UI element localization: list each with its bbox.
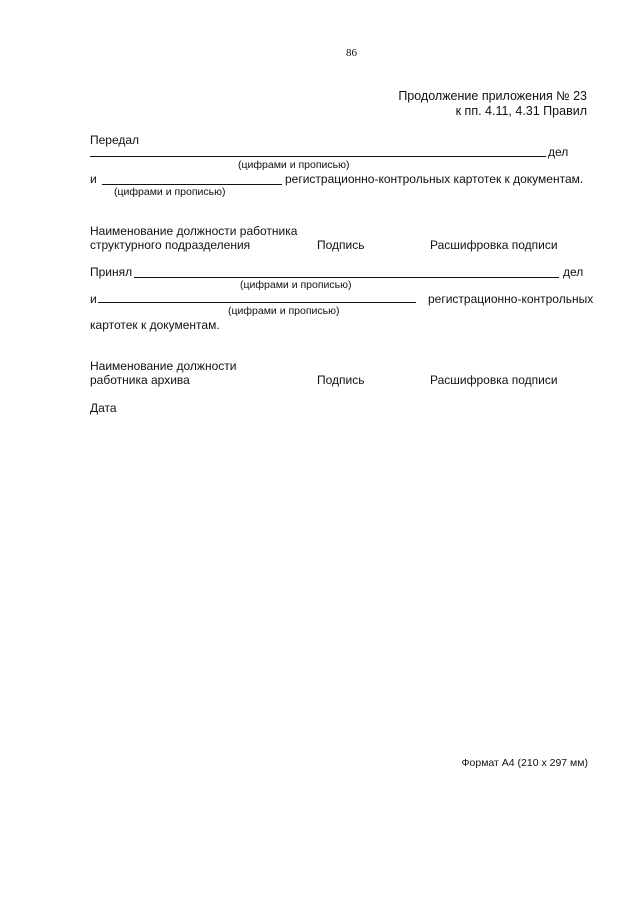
transferred-count-line[interactable] [90,156,546,157]
received-registry-continuation: картотек к документам. [90,318,220,332]
appendix-continuation-title: Продолжение приложения № 23 [398,89,587,103]
paper-format-note: Формат А4 (210 х 297 мм) [461,757,588,769]
received-cards-line[interactable] [98,302,416,303]
received-label: Принял [90,265,133,279]
appendix-rules-reference: к пп. 4.11, 4.31 Правил [455,104,587,118]
received-registry-text: регистрационно-контрольных [428,292,594,306]
received-and-label: и [90,292,97,306]
transferred-dela-label: дел [548,145,569,159]
archive-position-line1: Наименование должности [90,359,237,373]
transferred-cards-hint: (цифрами и прописью) [114,186,226,198]
received-dela-label: дел [563,265,584,279]
transferred-label: Передал [90,133,140,147]
archive-position-line2: работника архива [90,373,190,387]
transferred-count-hint: (цифрами и прописью) [238,159,350,171]
signature-decode-label-2: Расшифровка подписи [430,373,558,387]
signature-decode-label-1: Расшифровка подписи [430,238,558,252]
date-label: Дата [90,401,117,415]
transferred-registry-text: регистрационно-контрольных картотек к документам. [285,172,584,186]
transferred-and-label: и [90,172,97,186]
received-count-line[interactable] [134,277,559,278]
received-cards-hint: (цифрами и прописью) [228,305,340,317]
transferred-cards-line[interactable] [102,184,282,185]
position-title-line1: Наименование должности работника [90,224,298,238]
position-title-line2: структурного подразделения [90,238,251,252]
received-count-hint: (цифрами и прописью) [240,279,352,291]
page-number: 86 [346,47,357,59]
signature-label-2: Подпись [317,373,365,387]
signature-label-1: Подпись [317,238,365,252]
